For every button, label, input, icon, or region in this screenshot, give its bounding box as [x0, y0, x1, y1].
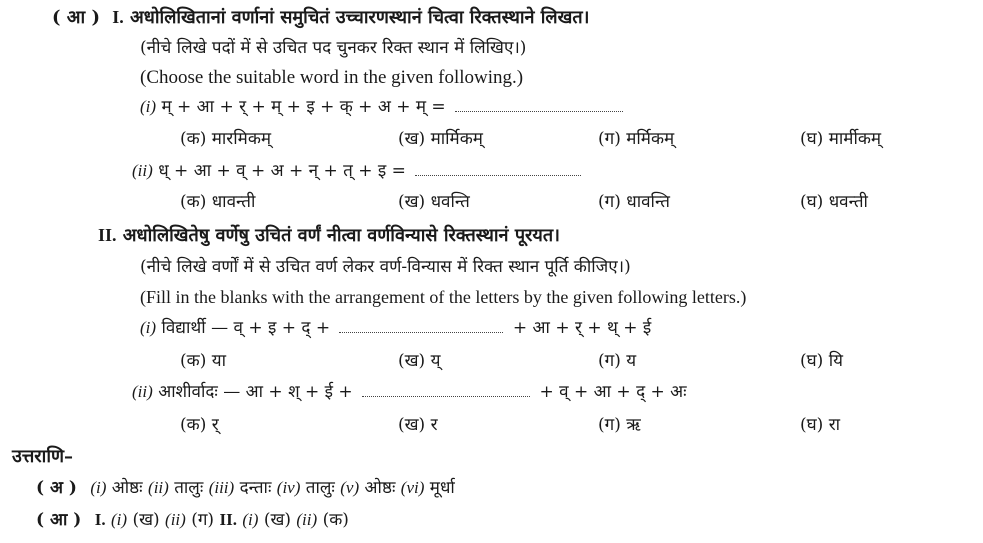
- option-a: (क) मारमिकम्: [180, 129, 272, 149]
- answer-value: मूर्धा: [429, 478, 455, 498]
- option-c: (ग) धावन्ति: [598, 192, 670, 212]
- option-d: (घ) धवन्ती: [800, 192, 868, 212]
- answer-value: (ख): [132, 510, 160, 530]
- part-two-english-instruction: (Fill in the blanks with the arrangement of the letters by the given following letters.): [140, 287, 747, 307]
- answer-num: (iii): [208, 478, 235, 497]
- part-one-header: [52, 6, 589, 29]
- part-two-number: II.: [98, 225, 117, 245]
- part-one-english-instruction: (Choose the suitable word in the given following.): [140, 67, 524, 88]
- part-two-header: [98, 224, 560, 247]
- option-b: (ख) र: [398, 415, 438, 435]
- answer-num: (v): [340, 478, 360, 497]
- part-two-title: अधोलिखितेषु वर्णेषु उचितं वर्णं नीत्वा वर्णविन्यासे रिक्तस्थानं पूरयत।: [122, 225, 560, 246]
- answer-value: ओष्ठः: [364, 478, 396, 498]
- option-c: (ग) मर्मिकम्: [598, 129, 675, 149]
- answers-a-marker: ( अ ): [36, 478, 77, 498]
- question-text: म् + आ + र् + म् + इ + क् + अ + म् =: [161, 97, 446, 117]
- answer-num: (ii): [296, 510, 318, 529]
- answer-num: (ii): [148, 478, 169, 497]
- answer-value: (ख): [263, 510, 291, 530]
- answer-value: (क): [322, 510, 349, 530]
- question-number: (i): [140, 97, 157, 116]
- answers-a-line: [36, 477, 455, 499]
- option-b: (ख) धवन्ति: [398, 192, 470, 212]
- question-text-before: आशीर्वादः — आ + श् + ई +: [158, 382, 353, 402]
- question-2-1: [140, 317, 651, 339]
- answer-value: (ग): [191, 510, 215, 530]
- answer-blank: [339, 320, 503, 333]
- section-marker: ( आ ): [52, 7, 100, 28]
- answer-value: तालुः: [305, 478, 335, 498]
- option-b: (ख) मार्मिकम्: [398, 129, 483, 149]
- option-a: (क) धावन्ती: [180, 192, 256, 212]
- answer-num: (iv): [276, 478, 301, 497]
- option-d: (घ) यि: [800, 351, 843, 371]
- part-one-number: I.: [112, 7, 124, 27]
- question-2-2: [132, 381, 687, 403]
- answer-num: (i): [90, 478, 107, 497]
- option-c: (ग) य: [598, 351, 637, 371]
- question-number: (i): [140, 318, 157, 337]
- option-b: (ख) य्: [398, 351, 441, 371]
- question-text-after: + आ + र् + थ् + ई: [512, 318, 652, 338]
- answer-num: (ii): [165, 510, 186, 529]
- part-two-hindi-instruction: (नीचे लिखे वर्णों में से उचित वर्ण लेकर वर्ण-विन्यास में रिक्त स्थान पूर्ति कीजिए।): [140, 257, 631, 277]
- answers-part-two: II.: [219, 510, 237, 529]
- answer-blank: [455, 99, 623, 112]
- answer-num: (i): [111, 510, 128, 529]
- part-one-hindi-instruction: (नीचे लिखे पदों में से उचित पद चुनकर रिक्त स्थान में लिखिए।): [140, 38, 527, 58]
- answers-aa-line: [36, 509, 349, 531]
- answer-num: (i): [242, 510, 259, 529]
- question-text: ध् + आ + व् + अ + न् + त् + इ =: [158, 161, 406, 181]
- answer-blank: [362, 384, 530, 397]
- question-number: (ii): [132, 161, 153, 180]
- answers-part-one: I.: [94, 510, 106, 529]
- question-text-before: विद्यार्थी — व् + इ + द् +: [161, 318, 331, 338]
- question-1-2: [132, 160, 585, 182]
- option-d: (घ) रा: [800, 415, 841, 435]
- answers-aa-marker: ( आ ): [36, 510, 82, 530]
- answer-value: ओष्ठः: [111, 478, 143, 498]
- answer-value: दन्ताः: [239, 478, 272, 498]
- answer-blank: [415, 163, 581, 176]
- option-c: (ग) ऋ: [598, 415, 641, 435]
- answer-value: तालुः: [174, 478, 204, 498]
- part-one-title: अधोलिखितानां वर्णानां समुचितं उच्चारणस्थानं चित्वा रिक्तस्थाने लिखत।: [130, 7, 590, 28]
- question-number: (ii): [132, 382, 153, 401]
- option-a: (क) या: [180, 351, 226, 371]
- option-a: (क) र्: [180, 415, 219, 435]
- option-d: (घ) मार्मीकम्: [800, 129, 882, 149]
- answers-heading: उत्तराणि–: [12, 446, 74, 467]
- question-text-after: + व् + आ + द् + अः: [539, 382, 687, 402]
- question-1-1: [140, 96, 627, 118]
- answer-num: (vi): [400, 478, 425, 497]
